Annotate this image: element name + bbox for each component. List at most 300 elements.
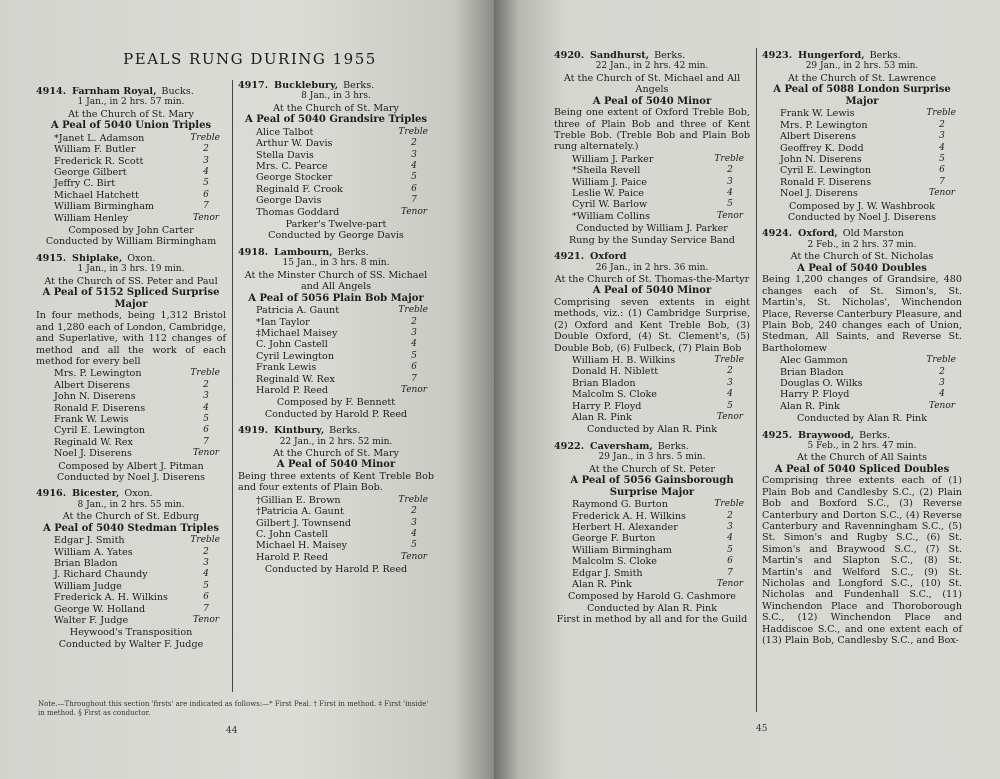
peal-heading (36, 488, 226, 499)
ringer-row (572, 499, 744, 510)
left-page (0, 0, 494, 779)
ringer-row (780, 177, 956, 188)
ringer-bell: 3 (203, 391, 209, 402)
ringer-name: George F. Burton (572, 533, 656, 545)
ringer-bell: Treble (398, 126, 428, 137)
peal-county: Berks. (343, 80, 375, 91)
ringer-bell: Tenor (928, 400, 956, 411)
peal-number: 4916. (36, 488, 67, 500)
peal-description: Being 1,200 changes of Grandsire, 480 changes each of St. Simon's, St. Martin's, St. Nicholas', Winchendon Place, Reverse Canterbury Pleasure, and Plain Bob, 240 changes each of Union, Stedman, All Saints, and Reverse St. Bartholomew (762, 274, 962, 354)
ringer-bell: 3 (727, 522, 733, 532)
peal-place: Shiplake, (72, 252, 123, 264)
peal-description: Comprising seven extents in eight methods, viz.: (1) Cambridge Surprise, (2) Oxford and Kent Treble Bob, (3) Double Oxford, (4) St. Clement's, (5) Double Bob, (6) Fulbeck, (7) Plain Bob (554, 296, 750, 354)
ringer-row (572, 165, 744, 176)
column-rule (756, 48, 757, 712)
ringer-name: John N. Diserens (54, 391, 136, 403)
peal-county: Berks. (337, 246, 369, 258)
peal-county: Old Marston (842, 228, 904, 240)
ringer-bell: 6 (411, 362, 417, 373)
peal-record (238, 425, 434, 575)
ringer-bell: 3 (203, 155, 209, 166)
ringer-row (256, 127, 428, 138)
ringer-row (54, 592, 220, 603)
ringer-bell: 4 (203, 167, 209, 178)
peal-title: A Peal of 5040 Doubles (797, 262, 927, 274)
ringer-row (54, 368, 220, 379)
peal-title: A Peal of 5152 Spliced Surprise Major (42, 287, 220, 310)
peal-number: 4917. (238, 80, 269, 91)
ringer-name: Alan R. Pink (572, 579, 632, 591)
ringer-row (256, 495, 428, 506)
ringer-row (572, 188, 744, 199)
ringer-bell: 7 (411, 373, 417, 384)
peal-footer-line: Composed by Harold G. Cashmore (568, 591, 736, 603)
peal-date: 2 Feb., in 2 hrs. 37 min. (807, 239, 917, 250)
ringer-row (54, 201, 220, 212)
ringer-name: Frank W. Lewis (54, 413, 129, 425)
ringer-row (256, 195, 428, 206)
ringer-name: Harold P. Reed (256, 384, 329, 396)
peal-record (36, 253, 226, 484)
ringer-bell: 6 (203, 592, 209, 603)
peal-heading (238, 80, 434, 91)
ringer-row (780, 131, 956, 142)
peal-footer-line: Conducted by Noel J. Diserens (56, 471, 206, 483)
peal-number: 4918. (238, 246, 269, 258)
ringer-bell: 4 (411, 339, 417, 350)
peal-number: 4923. (762, 50, 793, 61)
ringer-row (256, 184, 428, 195)
ringer-row (780, 378, 956, 389)
peal-number: 4915. (36, 252, 67, 264)
ringer-name: Herbert H. Alexander (572, 522, 678, 533)
ringer-bell: 3 (727, 176, 733, 187)
ringer-name: Michael H. Maisey (256, 540, 348, 552)
peal-number: 4914. (36, 86, 67, 97)
ringer-row (572, 177, 744, 188)
ringer-row (54, 437, 220, 448)
ringer-name: Reginald F. Crook (256, 183, 343, 195)
ringer-name: Cyril W. Barlow (572, 199, 648, 211)
peal-footer-line: Conducted by Harold P. Reed (264, 564, 408, 576)
peal-record (762, 430, 962, 647)
ringer-name: William H. B. Wilkins (572, 354, 676, 366)
ringer-bell: 6 (411, 183, 417, 194)
peal-description: Comprising three extents each of (1) Plain Bob and Candlesby S.C., (2) Plain Bob and Boxford S.C., (3) Reverse Canterbury and Dorton S.C., (4) Reverse Canterbury and Ravenningham S.C., (5) St. Simon's and Rugby S.C., (6) St. Simon's and Braywood S.C., (7) St. Martin's and Slapton S.C., (8) St. Martin's and Welford S.C., (9) St. Nicholas and Longford S.C., (10) St. Nicholas and Fundenhall S.C., (11) Winchendon Place and Thoroborough S.C., (12) Winchendon Place and Haddiscoe S.C., and one extent each of (13) Plain Bob, Candlesby S.C., and Box- (762, 475, 962, 647)
ringer-name: Mrs. C. Pearce (256, 161, 328, 173)
ringer-row (780, 154, 956, 165)
ringer-name: William F. Butler (54, 144, 136, 156)
peal-footer-line: Parker's Twelve-part (285, 219, 387, 231)
ringer-name: Frank Lewis (256, 362, 317, 374)
ringer-name: George W. Holland (54, 603, 146, 615)
peal-date: 8 Jan., in 2 hrs. 55 min. (77, 499, 185, 510)
peal-place: Oxford (590, 251, 627, 263)
ringer-bell: Tenor (400, 551, 428, 562)
ringer-name: †Patricia A. Gaunt (256, 506, 344, 518)
ringer-name: Brian Bladon (780, 366, 844, 378)
ringer-bell: 4 (727, 389, 733, 400)
ringer-bell: 4 (727, 188, 733, 199)
ringer-row (256, 362, 428, 373)
peal-footer-line: Composed by John Carter (68, 225, 194, 237)
ringer-name: Harry P. Floyd (572, 400, 642, 412)
ringer-row (572, 522, 744, 533)
page-number-right: 45 (756, 724, 768, 734)
ringer-row (54, 190, 220, 201)
peal-record (554, 251, 750, 436)
ringer-bell: 2 (203, 144, 209, 155)
ringer-row (780, 165, 956, 176)
ringer-bell: 5 (411, 172, 417, 183)
ringer-name: *Sheila Revell (572, 165, 641, 177)
ringer-row (54, 414, 220, 425)
ringer-row (54, 156, 220, 167)
ringer-row (256, 207, 428, 218)
ringer-name: William Birmingham (54, 201, 155, 213)
ringer-name: Mrs. P. Lewington (780, 119, 868, 131)
ringer-name: Frederick A. H. Wilkins (54, 592, 168, 604)
peal-date: 8 Jan., in 3 hrs. (301, 91, 371, 102)
peal-place: Braywood, (798, 429, 855, 441)
ringer-name: Ronald F. Diserens (54, 402, 146, 414)
ringer-list (762, 355, 962, 412)
ringer-name: Frederick R. Scott (54, 155, 144, 167)
ringer-row (256, 305, 428, 316)
peal-number: 4919. (238, 425, 269, 437)
peal-title: A Peal of 5056 Gainsborough Surprise Major (570, 475, 734, 498)
ringer-row (780, 108, 956, 119)
ringer-bell: Treble (190, 535, 220, 546)
ringer-row (54, 403, 220, 414)
ringer-row (572, 355, 744, 366)
peal-footer-line: Conducted by Alan R. Pink (586, 602, 718, 614)
peal-record (238, 80, 434, 242)
peal-description: In four methods, being 1,312 Bristol and 1,280 each of London, Cambridge, and Superlative, with 112 changes of method and all the work of each method for every bell (36, 310, 226, 367)
ringer-bell: 4 (411, 529, 417, 539)
peal-footer-line: Conducted by William J. Parker (576, 223, 728, 235)
ringer-bell: 3 (939, 131, 945, 142)
ringer-row (572, 568, 744, 579)
ringer-name: Harry P. Floyd (780, 389, 850, 401)
ringer-row (54, 558, 220, 569)
peal-record (36, 86, 226, 248)
ringer-row (780, 389, 956, 400)
peal-footer-line: Conducted by William Birmingham (45, 236, 217, 248)
ringer-name: Jeffry C. Birt (54, 178, 116, 190)
ringer-name: Alec Gammon (780, 355, 848, 367)
ringer-name: *Janet L. Adamson (54, 132, 145, 144)
ringer-name: Ronald F. Diserens (780, 176, 872, 188)
ringer-bell: 4 (411, 161, 417, 172)
peal-heading (554, 251, 750, 262)
ringer-row (54, 380, 220, 391)
ringer-row (54, 604, 220, 615)
column-2 (238, 80, 434, 581)
ringer-bell: 4 (939, 389, 945, 400)
ringer-bell: 3 (411, 517, 417, 528)
peal-footer-line: First in method by all and for the Guild (556, 614, 748, 626)
ringer-bell: Treble (190, 368, 220, 379)
peal-number: 4924. (762, 228, 793, 240)
ringer-list (238, 305, 434, 396)
ringer-bell: 2 (727, 366, 733, 377)
ringer-row (572, 412, 744, 423)
ringer-bell: Tenor (928, 188, 956, 199)
ringer-name: Brian Bladon (572, 377, 636, 389)
ringer-bell: Tenor (400, 206, 428, 217)
peal-footer-line: Conducted by Walter F. Judge (58, 638, 204, 650)
ringer-row (256, 506, 428, 517)
ringer-row (780, 188, 956, 199)
ringer-row (780, 355, 956, 366)
peal-place: Caversham, (590, 440, 653, 452)
ringer-bell: 4 (203, 569, 209, 580)
ringer-row (780, 143, 956, 154)
ringer-name: Raymond G. Burton (572, 499, 668, 511)
ringer-name: C. John Castell (256, 339, 328, 351)
ringer-name: Cyril E. Lewington (780, 165, 872, 177)
peal-footer-line: Composed by J. W. Washbrook (789, 200, 935, 212)
ringer-bell: 7 (203, 436, 209, 447)
peal-place: Sandhurst, (590, 50, 650, 61)
peal-date: 5 Feb., in 2 hrs. 47 min. (807, 440, 917, 451)
ringer-bell: Tenor (716, 210, 744, 221)
peal-county: Oxon. (124, 488, 153, 500)
peal-number: 4925. (762, 429, 793, 441)
peal-title: A Peal of 5040 Spliced Doubles (774, 463, 950, 475)
ringer-bell: Tenor (192, 615, 220, 626)
ringer-name: †Gillian E. Brown (256, 494, 341, 506)
ringer-row (256, 529, 428, 540)
ringer-row (54, 213, 220, 224)
peal-county: Oxon. (127, 252, 156, 264)
ringer-row (572, 366, 744, 377)
peal-place: Lambourn, (274, 246, 333, 258)
ringer-row (256, 172, 428, 183)
ringer-name: J. Richard Chaundy (54, 569, 148, 581)
ringer-name: Albert Diserens (54, 379, 131, 391)
peal-number: 4921. (554, 251, 585, 263)
ringer-name: John N. Diserens (780, 154, 862, 166)
ringer-name: Frank W. Lewis (780, 108, 855, 120)
ringer-row (256, 552, 428, 563)
ringer-name: George Davis (256, 195, 322, 207)
ringer-row (54, 448, 220, 459)
ringer-bell: 5 (939, 154, 945, 165)
peal-title: A Peal of 5040 Minor (276, 459, 396, 471)
ringer-name: Patricia A. Gaunt (256, 305, 340, 317)
peal-church: At the Church of St. Michael and All Angels (563, 72, 741, 96)
peal-record (554, 50, 750, 246)
ringer-row (256, 161, 428, 172)
ringer-row (256, 317, 428, 328)
ringer-bell: 2 (411, 506, 417, 517)
ringer-name: Stella Davis (256, 149, 314, 161)
peal-church: At the Church of St. Mary (273, 102, 399, 114)
ringer-bell: 5 (411, 540, 417, 551)
ringer-list (36, 368, 226, 459)
ringer-bell: Tenor (400, 384, 428, 395)
ringer-name: William Judge (54, 580, 122, 592)
peal-place: Hungerford, (798, 50, 865, 61)
peal-title: A Peal of 5056 Plain Bob Major (248, 292, 424, 304)
ringer-row (54, 178, 220, 189)
ringer-name: Malcolm S. Cloke (572, 389, 657, 401)
peal-church: At the Minster Church of SS. Michael and All Angels (244, 269, 428, 293)
ringer-row (256, 351, 428, 362)
ringer-bell: 2 (411, 138, 417, 149)
ringer-bell: 2 (411, 316, 417, 327)
peal-record (238, 247, 434, 420)
peal-record (762, 228, 962, 424)
ringer-name: Edgar J. Smith (572, 567, 643, 579)
ringer-list (36, 133, 226, 224)
ringer-bell: 7 (727, 567, 733, 578)
peal-heading (762, 430, 962, 441)
peal-footer-line: Heywood's Transposition (69, 627, 193, 639)
ringer-bell: 4 (939, 142, 945, 153)
ringer-row (572, 545, 744, 556)
peal-title: A Peal of 5040 Minor (592, 95, 712, 107)
ringer-bell: Treble (714, 354, 744, 365)
peal-date: 1 Jan., in 2 hrs. 57 min. (77, 97, 185, 108)
peal-church: At the Church of SS. Peter and Paul (44, 275, 218, 287)
page-header: PEALS RUNG DURING 1955 (123, 50, 377, 68)
column-rule (232, 80, 233, 692)
peal-place: Kintbury, (274, 425, 325, 437)
ringer-name: Noel J. Diserens (780, 188, 858, 200)
ringer-bell: 5 (203, 413, 209, 424)
ringer-name: *William Collins (572, 210, 651, 222)
ringer-name: George Stocker (256, 172, 333, 184)
ringer-bell: Treble (398, 494, 428, 505)
ringer-bell: 2 (203, 379, 209, 390)
column-3 (554, 50, 750, 631)
ringer-bell: Tenor (716, 579, 744, 590)
ringer-bell: 2 (727, 510, 733, 521)
ringer-bell: 7 (939, 176, 945, 187)
peal-heading (36, 253, 226, 264)
ringer-bell: 4 (727, 533, 733, 544)
ringer-name: Alan R. Pink (780, 400, 840, 412)
right-page (494, 0, 1000, 779)
peal-heading (554, 50, 750, 61)
ringer-row (572, 533, 744, 544)
ringer-name: Douglas O. Wilks (780, 377, 863, 389)
ringer-row (780, 367, 956, 378)
footnote: Note.—Throughout this section 'firsts' are indicated as follows:—* First Peal. † First in method. ‡ First 'inside' in method. § First as conductor. (38, 700, 429, 717)
peal-church: At the Church of St. Nicholas (790, 251, 934, 263)
ringer-list (762, 108, 962, 199)
ringer-row (572, 511, 744, 522)
ringer-row (572, 211, 744, 222)
peal-footer-line: Conducted by Noel J. Diserens (787, 212, 937, 224)
ringer-bell: Treble (926, 355, 956, 366)
ringer-name: Geoffrey K. Dodd (780, 142, 864, 154)
ringer-bell: 3 (203, 558, 209, 568)
ringer-bell: Tenor (192, 448, 220, 459)
ringer-bell: 5 (411, 350, 417, 361)
peal-heading (762, 50, 962, 61)
peal-church: At the Church of St. Edburg (62, 511, 200, 523)
peal-county: Berks. (329, 425, 361, 437)
ringer-name: ‡Michael Maisey (256, 327, 338, 339)
peal-description: Being three extents of Kent Treble Bob and four extents of Plain Bob. (238, 470, 434, 494)
ringer-name: Reginald W. Rex (54, 436, 133, 448)
ringer-row (780, 401, 956, 412)
ringer-row (54, 535, 220, 546)
peal-footer-line: Composed by Albert J. Pitman (58, 460, 204, 472)
peal-place: Oxford, (798, 228, 838, 240)
ringer-row (256, 518, 428, 529)
ringer-bell: Treble (398, 305, 428, 316)
peal-footer-line: Conducted by Harold P. Reed (264, 408, 408, 420)
peal-date: 15 Jan., in 3 hrs. 8 min. (282, 258, 390, 269)
peal-record (36, 488, 226, 650)
peal-record (762, 50, 962, 223)
peal-church: At the Church of St. Mary (273, 447, 399, 459)
ringer-bell: Treble (926, 108, 956, 119)
peal-heading (36, 86, 226, 97)
ringer-name: William J. Paice (572, 176, 647, 188)
peal-record (554, 441, 750, 626)
ringer-bell: 6 (203, 425, 209, 436)
ringer-name: Alan R. Pink (572, 411, 632, 423)
peal-footer-line: Conducted by Alan R. Pink (796, 413, 928, 425)
page-number-left: 44 (226, 726, 238, 736)
peal-number: 4922. (554, 440, 585, 452)
peal-heading (554, 441, 750, 452)
ringer-name: Michael Hatchett (54, 189, 139, 201)
ringer-bell: 7 (203, 603, 209, 614)
peal-church: At the Church of St. Thomas-the-Martyr (554, 273, 750, 285)
ringer-bell: 5 (203, 178, 209, 189)
ringer-row (54, 425, 220, 436)
ringer-bell: 6 (727, 556, 733, 567)
peal-footer-line: Rung by the Sunday Service Band (569, 234, 735, 246)
ringer-name: William Henley (54, 212, 129, 224)
ringer-bell: 5 (727, 544, 733, 555)
peal-date: 29 Jan., in 2 hrs. 53 min. (805, 61, 919, 72)
ringer-name: Walter F. Judge (54, 615, 129, 627)
ringer-row (54, 581, 220, 592)
peal-date: 29 Jan., in 3 hrs. 5 min. (598, 452, 706, 463)
ringer-bell: 2 (939, 119, 945, 130)
ringer-name: William J. Parker (572, 153, 654, 165)
peal-county: Berks. (657, 440, 689, 452)
ringer-row (572, 556, 744, 567)
ringer-bell: 6 (939, 165, 945, 176)
ringer-bell: 7 (203, 201, 209, 212)
peal-county: Berks. (859, 429, 891, 441)
ringer-bell: 5 (203, 580, 209, 591)
ringer-name: Cyril E. Lewington (54, 425, 146, 437)
ringer-name: Cyril Lewington (256, 350, 334, 362)
ringer-name: Edgar J. Smith (54, 535, 125, 547)
peal-county: Berks. (869, 50, 901, 61)
ringer-list (36, 535, 226, 626)
ringer-row (54, 133, 220, 144)
ringer-row (54, 144, 220, 155)
ringer-name: Gilbert J. Townsend (256, 517, 352, 529)
ringer-row (54, 569, 220, 580)
peal-title: A Peal of 5040 Grandsire Triples (244, 114, 428, 126)
ringer-row (256, 385, 428, 396)
ringer-row (572, 389, 744, 400)
ringer-name: Brian Bladon (54, 558, 118, 569)
peal-heading (762, 228, 962, 239)
